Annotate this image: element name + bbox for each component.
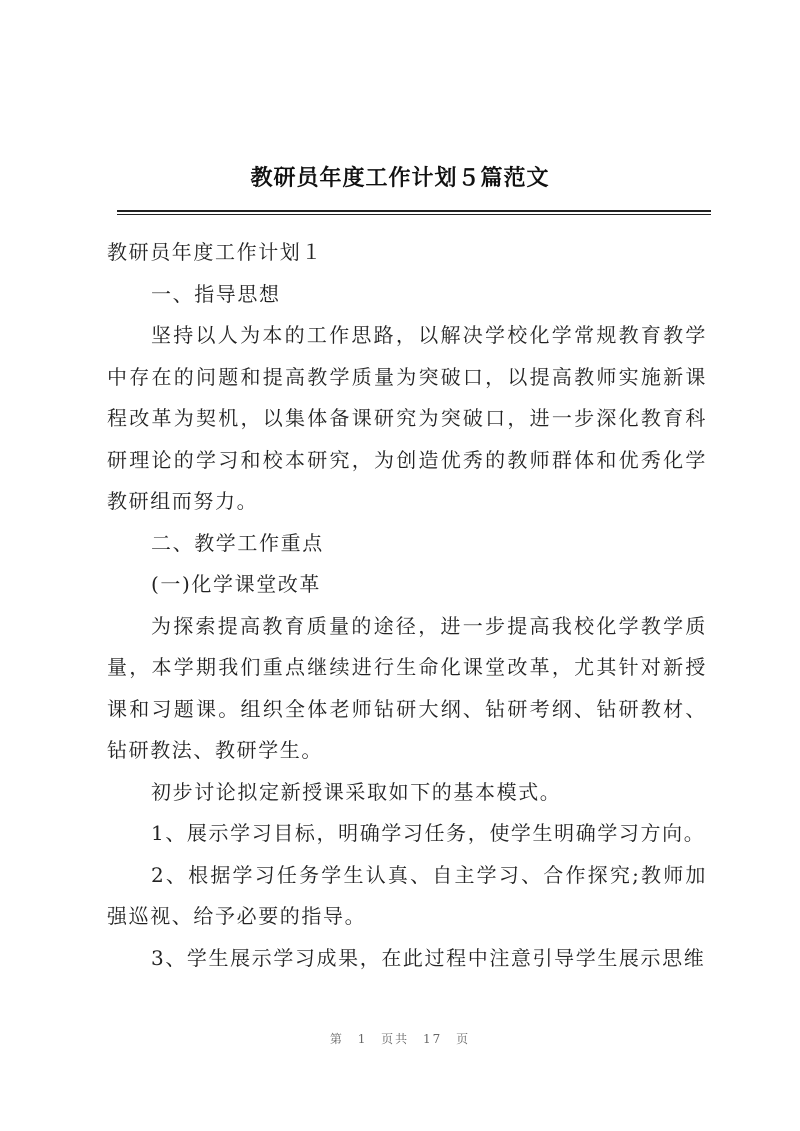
document-title: 教研员年度工作计划５篇范文 [250, 166, 550, 191]
heading-guiding-thought: 一、指导思想 [151, 281, 281, 306]
footer-page-number: 1 [357, 1032, 368, 1046]
list-item-1: 1、展示学习目标，明确学习任务，使学生明确学习方向。 [151, 821, 706, 845]
footer-total-pages: 17 [423, 1032, 443, 1046]
footer-prefix: 第 [329, 1032, 344, 1046]
list-item-3: 3、学生展示学习成果，在此过程中注意引导学生展示思维 [151, 945, 706, 970]
title-divider [117, 210, 711, 212]
paragraph-guiding-thought: 坚持以人为本的工作思路，以解决学校化学常规教育教学中存在的问题和提高教学质量为突破口，以提高教师实施新课程改革为契机，以集体备课研究为突破口，进一步深化教育科研理论的学习和校本研究，为创造优秀的教师群体和优秀化学教研组而努力。 [107, 323, 707, 513]
heading-teaching-focus: 二、教学工作重点 [151, 530, 324, 555]
document-body [107, 232, 707, 979]
title-divider-thin [117, 214, 711, 215]
list-item-2: 2、根据学习任务学生认真、自主学习、合作探究;教师加强巡视、给予必要的指导。 [107, 862, 707, 928]
section-heading: 教研员年度工作计划１ [107, 240, 323, 264]
page-footer [0, 1030, 800, 1047]
paragraph-classroom-reform: 为探索提高教育质量的途径，进一步提高我校化学教学质量，本学期我们重点继续进行生命化课堂改革，尤其针对新授课和习题课。组织全体老师钻研大纲、钻研考纲、钻研教材、钻研教法、教研学生。 [107, 613, 707, 762]
paragraph-basic-model: 初步讨论拟定新授课采取如下的基本模式。 [151, 779, 562, 804]
subheading-classroom-reform: (一)化学课堂改革 [151, 572, 322, 596]
footer-middle: 页共 [381, 1032, 410, 1046]
footer-suffix: 页 [456, 1032, 471, 1046]
